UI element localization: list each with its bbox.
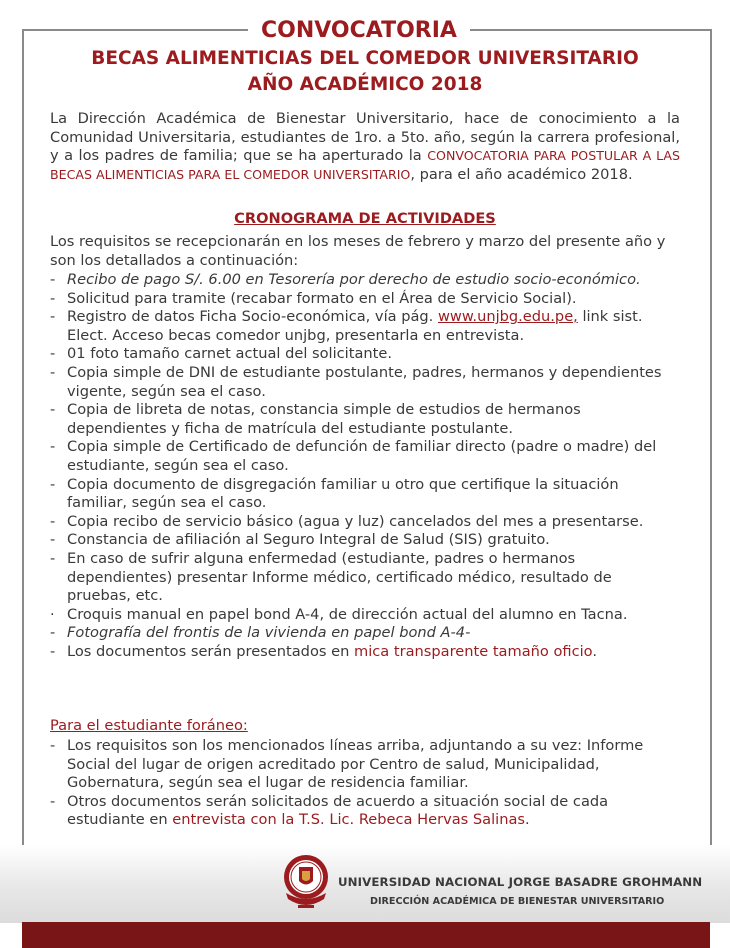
university-seal-icon xyxy=(280,853,332,915)
item-text: Los requisitos son los mencionados líneas arriba, adjuntando a su vez: Informe Social del lugar de origen acreditado por Centro de salud, Municipalidad, Gobernatura, según sea el lugar de residencia familiar. xyxy=(67,737,644,792)
schedule-heading: CRONOGRAMA DE ACTIVIDADES xyxy=(234,210,496,227)
list-item: - Registro de datos Ficha Socio-económica, vía pág. www.unjbg.edu.pe, link sist. Elect. Acceso becas comedor unjbg, presentarla en entrevista. xyxy=(50,308,643,344)
item-text: Otros documentos serán solicitados de acuerdo a situación social de cada estudiante en xyxy=(67,792,609,829)
list-item: - Los documentos serán presentados en mica transparente tamaño oficio. xyxy=(50,642,597,660)
item-highlight: mica transparente tamaño oficio xyxy=(353,642,593,660)
foreign-student-heading: Para el estudiante foráneo: xyxy=(50,717,248,734)
list-item: - Solicitud para tramite (recabar formato en el Área de Servicio Social). xyxy=(50,289,577,307)
website-link[interactable]: www.unjbg.edu.pe, xyxy=(437,308,578,326)
list-item: - 01 foto tamaño carnet actual del solicitante. xyxy=(50,345,392,363)
page-subtitle: BECAS ALIMENTICIAS DEL COMEDOR UNIVERSITARIO xyxy=(91,48,639,69)
academic-year: AÑO ACADÉMICO 2018 xyxy=(247,74,483,95)
page-title: CONVOCATORIA xyxy=(261,18,457,43)
item-end: . xyxy=(525,811,530,829)
item-text: Copia recibo de servicio básico (agua y luz) cancelados del mes a presentarse. xyxy=(67,512,644,530)
requirements-list xyxy=(50,271,680,661)
list-item: - Los requisitos son los mencionados líneas arriba, adjuntando a su vez: Informe Social del lugar de origen acreditado por Centro de salud, Municipalidad, Gobernatura, según sea el lugar de residencia familiar. xyxy=(50,737,644,792)
item-text: Los documentos serán presentados en xyxy=(67,642,354,660)
department-name: DIRECCIÓN ACADÉMICA DE BIENESTAR UNIVERSITARIO xyxy=(370,896,665,907)
list-item: - Recibo de pago S/. 6.00 en Tesorería por derecho de estudio socio-económico. xyxy=(50,271,641,288)
list-item: - Fotografía del frontis de la vivienda en papel bond A-4- xyxy=(50,624,471,642)
item-text: Copia documento de disgregación familiar u otro que certifique la situación familiar, según sea el caso. xyxy=(67,475,619,512)
item-text: Registro de datos Ficha Socio-económica, vía pág. xyxy=(67,308,438,326)
list-item: - Constancia de afiliación al Seguro Integral de Salud (SIS) gratuito. xyxy=(50,531,550,549)
item-text: Recibo de pago S/. 6.00 en Tesorería por derecho de estudio socio-económico. xyxy=(67,271,641,288)
bottom-bar xyxy=(22,922,710,948)
item-text: Solicitud para tramite (recabar formato en el Área de Servicio Social). xyxy=(67,289,577,307)
list-item: · Croquis manual en papel bond A-4, de dirección actual del alumno en Tacna. xyxy=(50,605,628,623)
foreign-requirements-list xyxy=(50,737,680,830)
item-text: Copia simple de Certificado de defunción de familiar directo (padre o madre) del estudiante, según sea el caso. xyxy=(67,438,657,474)
requirements-intro: Los requisitos se recepcionarán en los meses de febrero y marzo del presente año y son los detallados a continuación: xyxy=(50,233,666,269)
list-item: - Copia simple de DNI de estudiante postulante, padres, hermanos y dependientes vigente, según sea el caso. xyxy=(50,363,662,400)
university-name: UNIVERSIDAD NACIONAL JORGE BASADRE GROHMANN xyxy=(338,875,703,889)
item-text: Fotografía del frontis de la vivienda en papel bond A-4- xyxy=(67,624,471,642)
frame-top-left-rule xyxy=(22,29,248,31)
frame-top-right-rule xyxy=(470,29,710,31)
list-item: - Copia simple de Certificado de defunción de familiar directo (padre o madre) del estudiante, según sea el caso. xyxy=(50,438,657,474)
list-item: - Copia documento de disgregación familiar u otro que certifique la situación familiar, según sea el caso. xyxy=(50,475,619,512)
item-end: . xyxy=(592,642,597,660)
interview-highlight: entrevista con la T.S. Lic. Rebeca Hervas Salinas xyxy=(172,811,526,829)
list-item: - Copia recibo de servicio básico (agua y luz) cancelados del mes a presentarse. xyxy=(50,512,644,530)
intro-text-1: La Dirección Académica de Bienestar Universitario, hace de conocimiento a la Comunidad Universitaria, estudiantes de 1ro. a 5to. año, según la carrera profesional, y a los padres de familia; que se ha aperturado la xyxy=(50,110,680,165)
item-text: Copia simple de DNI de estudiante postulante, padres, hermanos y dependientes vigente, según sea el caso. xyxy=(67,363,662,400)
item-text: 01 foto tamaño carnet actual del solicitante. xyxy=(67,345,392,363)
list-item: - Copia de libreta de notas, constancia simple de estudios de hermanos dependientes y ficha de matrícula del estudiante postulante. xyxy=(50,401,581,437)
list-item: - En caso de sufrir alguna enfermedad (estudiante, padres o hermanos dependientes) presentar Informe médico, certificado médico, resultado de pruebas, etc. xyxy=(50,549,612,605)
item-text: Croquis manual en papel bond A-4, de dirección actual del alumno en Tacna. xyxy=(67,605,628,623)
intro-highlight: CONVOCATORIA PARA POSTULAR A LAS BECAS ALIMENTICIAS PARA EL COMEDOR UNIVERSITARIO xyxy=(50,148,681,182)
item-text: Constancia de afiliación al Seguro Integral de Salud (SIS) gratuito. xyxy=(67,531,550,549)
item-text: En caso de sufrir alguna enfermedad (estudiante, padres o hermanos dependientes) presentar Informe médico, certificado médico, resultado de pruebas, etc. xyxy=(67,549,612,605)
item-text-rest: link sist. Elect. Acceso becas comedor unjbg, presentarla en entrevista. xyxy=(67,308,643,344)
intro-paragraph xyxy=(50,110,680,184)
intro-text-2: , para el año académico 2018. xyxy=(410,165,633,183)
item-text: Copia de libreta de notas, constancia simple de estudios de hermanos dependientes y ficha de matrícula del estudiante postulante. xyxy=(67,401,581,437)
list-item: - Otros documentos serán solicitados de acuerdo a situación social de cada estudiante en entrevista con la T.S. Lic. Rebeca Hervas Salinas. xyxy=(50,792,609,829)
